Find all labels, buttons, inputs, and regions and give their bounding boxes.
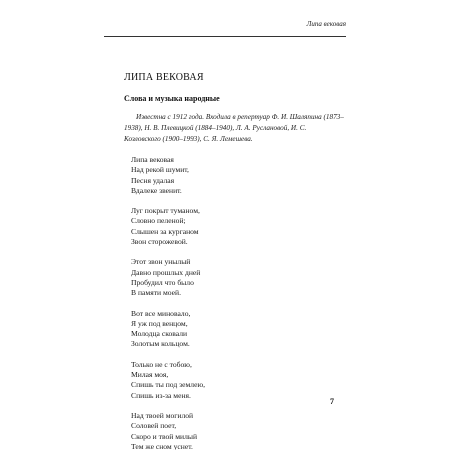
verse-line: Спишь ты под землею, <box>131 380 206 390</box>
verse-line: Словно пеленой; <box>131 216 186 226</box>
stanza <box>131 360 331 401</box>
stanza <box>131 155 331 196</box>
verse-line: Давно прошлых дней <box>131 267 201 277</box>
verse-line: Только не с тобою, <box>131 359 192 369</box>
song-title: ЛИПА ВЕКОВАЯ <box>124 72 204 83</box>
verse-line: Этот звон унылый <box>131 257 191 267</box>
verse-line: Над рекой шумит, <box>131 165 189 175</box>
header-rule <box>104 36 346 37</box>
stanza <box>131 309 331 350</box>
verse-line: Песня удалая <box>131 175 175 185</box>
verse-line: Молодца сковали <box>131 329 188 339</box>
page-number: 7 <box>330 397 334 406</box>
stanza <box>131 257 331 298</box>
verse-line: Пробудил что было <box>131 277 194 287</box>
verse-line: Вдалеке звенит. <box>131 185 182 195</box>
verse-line: Скоро и твой милый <box>131 431 198 441</box>
song-subtitle: Слова и музыка народные <box>124 94 220 103</box>
verse-line: Слышен за курганом <box>131 226 199 236</box>
verse-line: Спишь из-за меня. <box>131 390 191 400</box>
stanza <box>131 411 331 450</box>
verse-line: Золотым кольцом. <box>131 339 190 349</box>
verse-line: Соловей поет, <box>131 421 177 431</box>
verse-line: Липа вековая <box>131 155 174 164</box>
song-verses <box>131 155 331 450</box>
song-note: Известна с 1912 года. Входила в репертуар Ф. И. Шаляпина (1873–1938), Н. В. Плевицкой (1884–1940), Л. А. Руслановой, И. С. Козловского (1900–1993), С. Я. Лемешева. <box>124 113 344 144</box>
verse-line: Милая моя, <box>131 370 169 380</box>
verse-line: Тем же сном уснет. <box>131 441 193 450</box>
verse-line: Звон сторожевой. <box>131 237 188 247</box>
verse-line: В памяти моей. <box>131 288 182 298</box>
running-head: Липа вековая <box>306 20 346 28</box>
verse-line: Луг покрыт туманом, <box>131 206 200 216</box>
verse-line: Над твоей могилой <box>131 410 194 420</box>
verse-line: Я уж под венцом, <box>131 318 188 328</box>
stanza <box>131 206 331 247</box>
verse-line: Вот все миновало, <box>131 308 191 318</box>
